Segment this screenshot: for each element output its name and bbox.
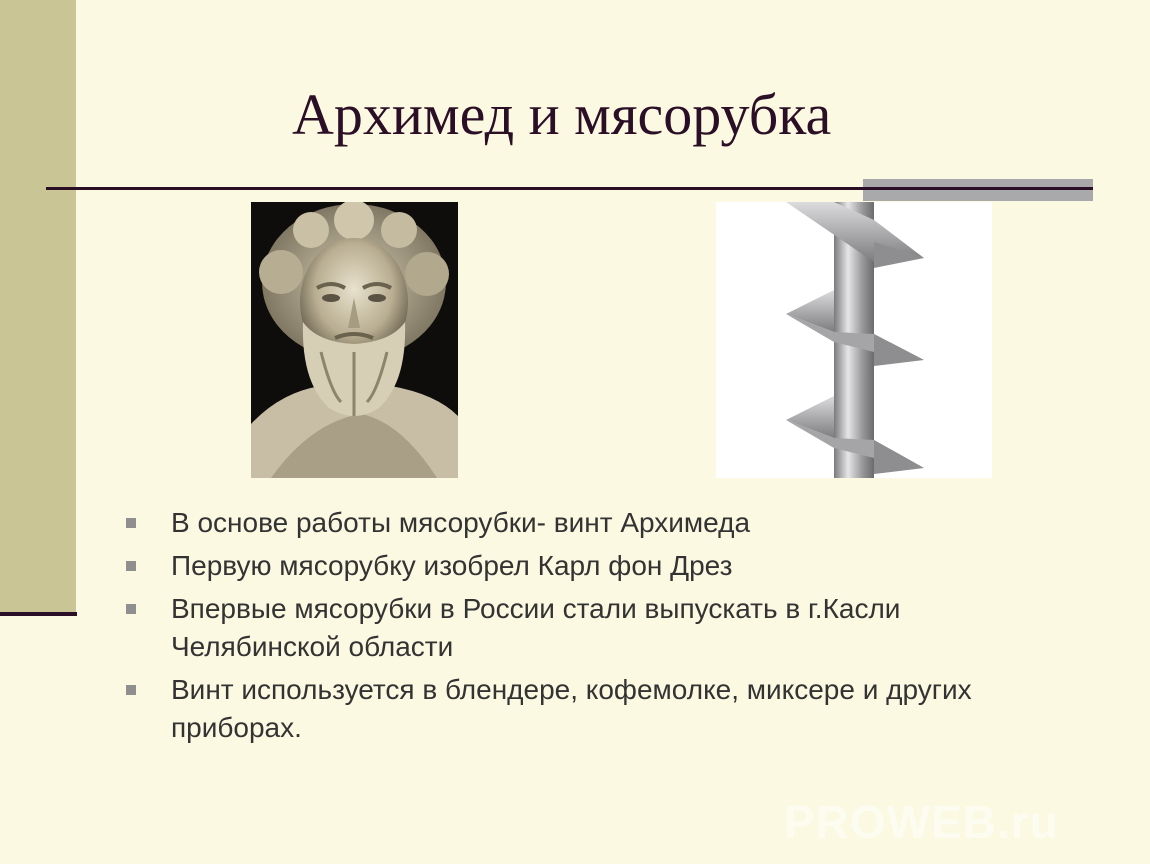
bullet-item (126, 671, 1046, 747)
bullet-text: Первую мясорубку изобрел Карл фон Дрез (171, 550, 733, 581)
sidebar-band (0, 0, 76, 612)
bullet-marker-icon (126, 685, 136, 695)
bullet-item (126, 590, 1046, 666)
screw-icon (716, 202, 992, 478)
bullet-item (126, 504, 1046, 542)
bullet-list (126, 504, 1046, 752)
bullet-marker-icon (126, 604, 136, 614)
site-watermark: PROWEB.ru (784, 796, 1059, 848)
bullet-marker-icon (126, 518, 136, 528)
archimedes-screw-image (716, 202, 992, 478)
bullet-marker-icon (126, 561, 136, 571)
bullet-item (126, 547, 1046, 585)
archimedes-bust-icon (251, 202, 458, 478)
bullet-text: Впервые мясорубки в России стали выпускать в г.Касли Челябинской области (171, 593, 901, 662)
title-divider-accent (863, 179, 1093, 201)
bullet-text: В основе работы мясорубки- винт Архимеда (171, 507, 751, 538)
slide-title: Архимед и мясорубка (292, 82, 832, 147)
bullet-text: Винт используется в блендере, кофемолке, миксере и других приборах. (171, 674, 972, 743)
archimedes-portrait-image (251, 202, 458, 478)
sidebar-edge-line (0, 612, 77, 616)
